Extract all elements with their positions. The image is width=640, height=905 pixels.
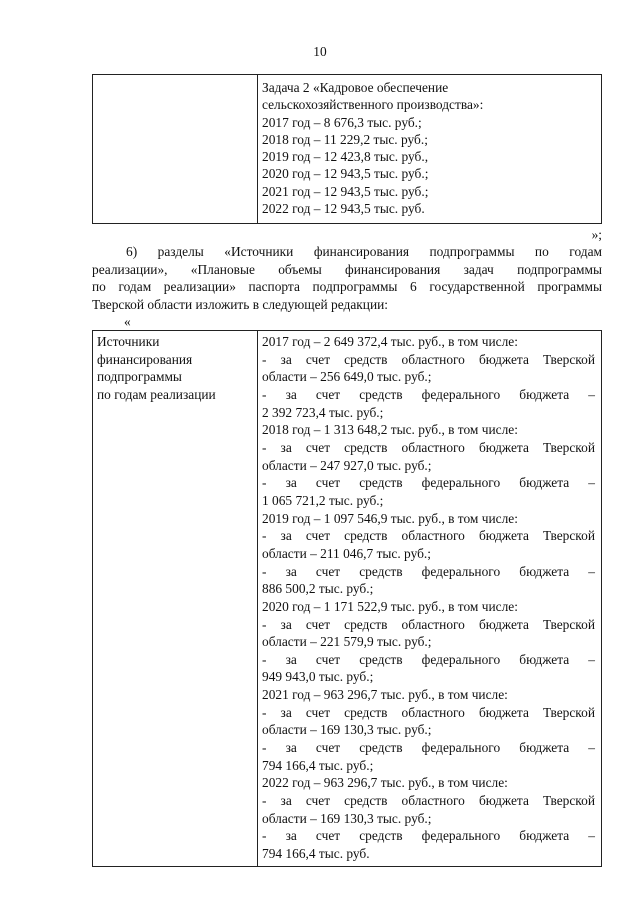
task-year-line: 2019 год – 12 423,8 тыс. руб.,	[262, 149, 429, 165]
federal-budget-amount: 886 500,2 тыс. руб.;	[262, 581, 374, 597]
top-table-right-cell	[258, 75, 602, 224]
opening-quote: «	[124, 314, 131, 329]
regional-budget-amount: области – 211 046,7 тыс. руб.;	[262, 545, 431, 561]
year-total-line: 2020 год – 1 171 522,9 тыс. руб., в том числе:	[262, 598, 518, 614]
regional-budget-amount: области – 221 579,9 тыс. руб.;	[262, 634, 432, 650]
task-year-line: 2017 год – 8 676,3 тыс. руб.;	[262, 114, 422, 130]
year-total-line: 2018 год – 1 313 648,2 тыс. руб., в том числе:	[262, 422, 518, 438]
funding-table-label-cell	[93, 331, 258, 867]
page-number: 10	[313, 44, 327, 59]
label-line: финансирования	[97, 351, 193, 367]
task-year-line: 2020 год – 12 943,5 тыс. руб.;	[262, 166, 429, 182]
task-title-line: Задача 2 «Кадровое обеспечение	[262, 80, 449, 95]
task-year-line: 2022 год – 12 943,5 тыс. руб.	[262, 201, 425, 217]
task-year-line: 2018 год – 11 229,2 тыс. руб.;	[262, 131, 428, 147]
federal-budget-line: - за счет средств федерального бюджета –	[262, 563, 595, 579]
regional-budget-line: - за счет средств областного бюджета Тверской	[262, 793, 595, 809]
regional-budget-amount: области – 169 130,3 тыс. руб.;	[262, 722, 432, 738]
regional-budget-amount: области – 169 130,3 тыс. руб.;	[262, 810, 432, 826]
year-total-line: 2017 год – 2 649 372,4 тыс. руб., в том числе:	[262, 334, 518, 349]
paragraph-line: 6) разделы «Источники финансирования подпрограммы по годам	[126, 244, 602, 259]
top-table-left-cell	[93, 75, 258, 224]
task-title-line: сельскохозяйственного производства»:	[262, 97, 484, 113]
regional-budget-line: - за счет средств областного бюджета Тверской	[262, 439, 595, 455]
regional-budget-amount: области – 256 649,0 тыс. руб.;	[262, 369, 432, 385]
year-total-line: 2021 год – 963 296,7 тыс. руб., в том числе:	[262, 687, 508, 703]
funding-table	[92, 330, 602, 867]
label-line: подпрограммы	[97, 369, 182, 385]
regional-budget-line: - за счет средств областного бюджета Тверской	[262, 528, 595, 544]
federal-budget-line: - за счет средств федерального бюджета –	[262, 386, 595, 402]
regional-budget-amount: области – 247 927,0 тыс. руб.;	[262, 457, 432, 473]
federal-budget-amount: 794 166,4 тыс. руб.	[262, 846, 370, 862]
paragraph-line: Тверской области изложить в следующей редакции:	[92, 296, 388, 312]
federal-budget-line: - за счет средств федерального бюджета –	[262, 828, 595, 844]
federal-budget-line: - за счет средств федерального бюджета –	[262, 740, 595, 756]
paragraph-line: по годам реализации» паспорта подпрограммы 6 государственной программы	[92, 279, 602, 295]
task-year-line: 2021 год – 12 943,5 тыс. руб.;	[262, 183, 429, 199]
federal-budget-line: - за счет средств федерального бюджета –	[262, 475, 595, 491]
regional-budget-line: - за счет средств областного бюджета Тверской	[262, 351, 595, 367]
label-line: Источники	[97, 334, 160, 349]
regional-budget-line: - за счет средств областного бюджета Тверской	[262, 616, 595, 632]
federal-budget-line: - за счет средств федерального бюджета –	[262, 651, 595, 667]
funding-table-values-cell	[258, 331, 602, 867]
federal-budget-amount: 2 392 723,4 тыс. руб.;	[262, 404, 384, 420]
federal-budget-amount: 949 943,0 тыс. руб.;	[262, 669, 374, 685]
federal-budget-amount: 1 065 721,2 тыс. руб.;	[262, 492, 384, 508]
regional-budget-line: - за счет средств областного бюджета Тверской	[262, 704, 595, 720]
amendment-paragraph	[92, 243, 602, 313]
top-table	[92, 74, 602, 224]
paragraph-line: реализации», «Плановые объемы финансирования задач подпрограммы	[92, 261, 602, 277]
year-total-line: 2022 год – 963 296,7 тыс. руб., в том числе:	[262, 775, 508, 791]
federal-budget-amount: 794 166,4 тыс. руб.;	[262, 757, 374, 773]
label-line: по годам реализации	[97, 386, 216, 402]
closing-quote: »;	[591, 227, 602, 242]
year-total-line: 2019 год – 1 097 546,9 тыс. руб., в том числе:	[262, 510, 518, 526]
